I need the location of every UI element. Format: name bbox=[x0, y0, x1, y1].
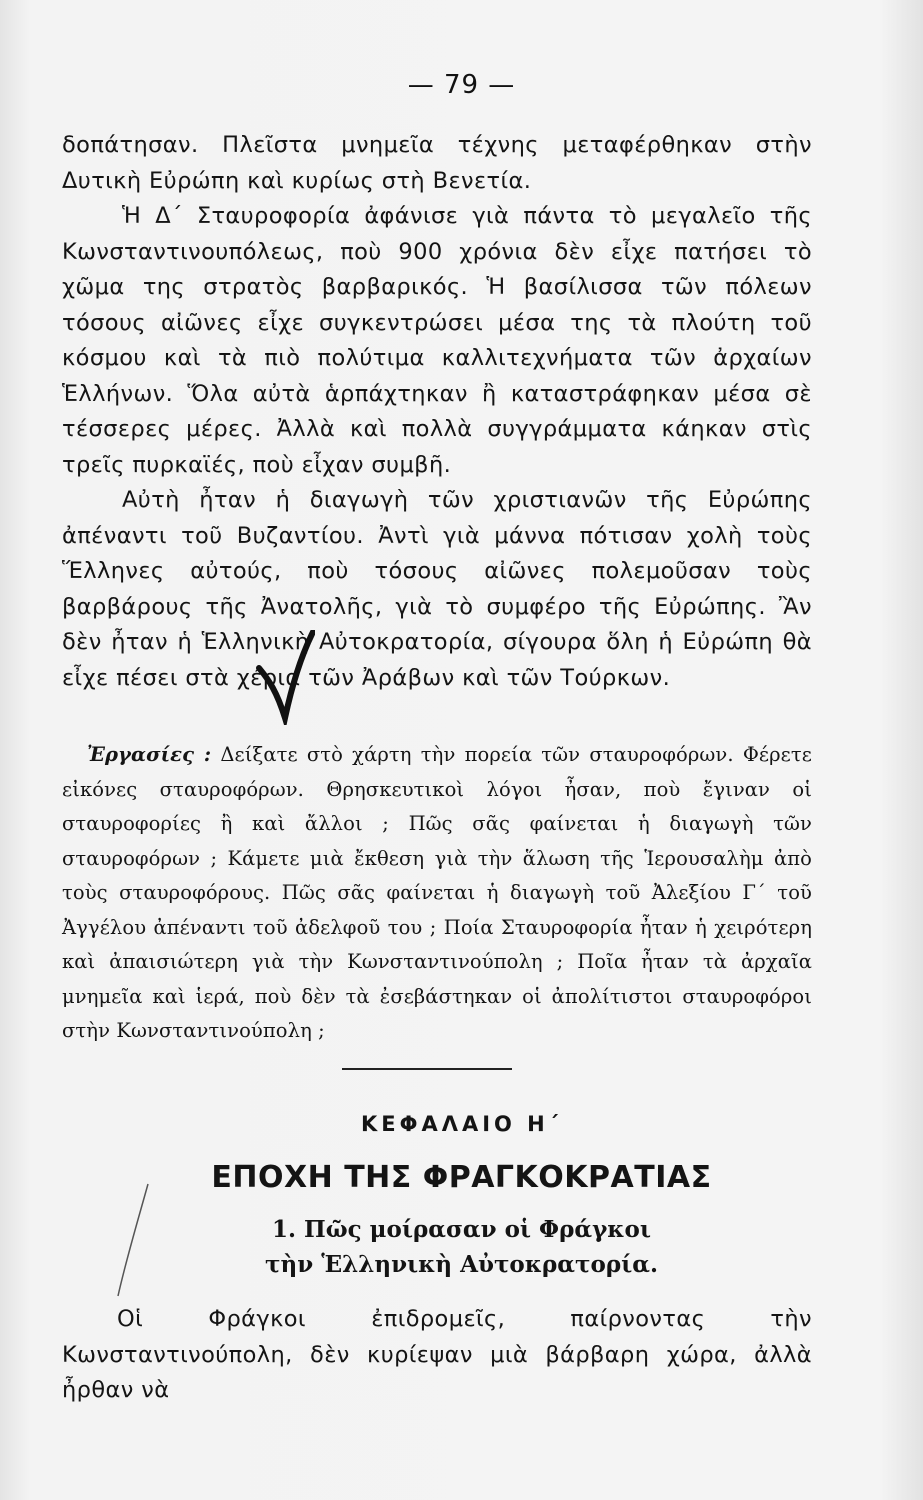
exercises-body: Δείξατε στὸ χάρτη τὴν πορεία τῶν σταυροφόρων. Φέρετε εἰκόνες σταυροφόρων. Θρησκευτικοὶ λόγοι ἦσαν, ποὺ ἔγιναν οἱ σταυροφορίες ἢ καὶ ἄλλοι ; Πῶς σᾶς φαίνεται ἡ διαγωγὴ τῶν σταυροφόρων ; Κάμετε μιὰ ἔκθεση γιὰ τὴν ἅλωση τῆς Ἱερουσαλὴμ ἀπὸ τοὺς σταυροφόρους. Πῶς σᾶς φαίνεται ἡ διαγωγὴ τοῦ Ἀλεξίου Γ΄ τοῦ Ἀγγέλου ἀπέναντι τοῦ ἀδελφοῦ του ; Ποία Σταυροφορία ἦταν ἡ χειρότερη καὶ ἀπαισιώτερη γιὰ τὴν Κωνσταντινούπολη ; Ποῖα ἦταν τὰ ἀρχαῖα μνημεῖα καὶ ἱερά, ποὺ δὲν τὰ ἐσεβάστηκαν οἱ ἀπολίτιστοι σταυροφόροι στὴν Κωνσταντινούπολη ; bbox=[62, 743, 812, 1042]
paragraph-2: Ἡ Δ΄ Σταυροφορία ἀφάνισε γιὰ πάντα τὸ μεγαλεῖο τῆς Κωνσταντινουπόλεως, ποὺ 900 χρόνια δὲν εἶχε πατήσει τὸ χῶμα της στρατὸς βαρβαρικός. Ἡ βασίλισσα τῶν πόλεων τόσους αἰῶνες εἶχε συγκεντρώσει μέσα της τὰ πλούτη τοῦ κόσμου καὶ τὰ πιὸ πολύτιμα καλλιτεχνήματα τῶν ἀρχαίων Ἑλλήνων. Ὅλα αὐτὰ ἁρπάχτηκαν ἢ καταστράφηκαν μέσα σὲ τέσσερες μέρες. Ἀλλὰ καὶ πολλὰ συγγράμματα κάηκαν στὶς τρεῖς πυρκαϊές, ποὺ εἶχαν συμβῆ. bbox=[62, 203, 812, 478]
section-paragraph: Οἱ Φράγκοι ἐπιδρομεῖς, παίρνοντας τὴν Κωνσταντινούπολη, δὲν κυρίεψαν μιὰ βάρβαρη χώρα, ἀλλὰ ἦρθαν νὰ bbox=[62, 1306, 812, 1403]
handwritten-check-mark bbox=[255, 630, 315, 725]
section-body bbox=[62, 1302, 812, 1409]
chapter-heading: ΚΕΦΑΛΑΙΟ Η΄ bbox=[360, 1112, 563, 1136]
page-number: — 79 — bbox=[407, 70, 516, 100]
section-divider bbox=[342, 1068, 512, 1070]
exercises-text bbox=[62, 738, 812, 1049]
exercises-label: Ἐργασίες : bbox=[87, 743, 212, 766]
paragraph-3: Αὐτὴ ἦταν ἡ διαγωγὴ τῶν χριστιανῶν τῆς Εὐρώπης ἀπέναντι τοῦ Βυζαντίου. Ἀντὶ γιὰ μάννα πότισαν χολὴ τοὺς Ἕλληνες αὐτούς, ποὺ τόσους αἰῶνες πολεμοῦσαν τοὺς βαρβάρους τῆς Ἀνατολῆς, γιὰ τὸ συμφέρο τῆς Εὐρώπης. Ἂν δὲν ἦταν ἡ Ἑλληνικὴ Αὐτοκρατορία, σίγουρα ὅλη ἡ Εὐρώπη θὰ εἶχε πέσει στὰ χέρια τῶν Ἀράβων καὶ τῶν Τούρκων. bbox=[62, 487, 812, 691]
paragraph-1: δοπάτησαν. Πλεῖστα μνημεῖα τέχνης μεταφέρθηκαν στὴν Δυτικὴ Εὐρώπη καὶ κυρίως στὴ Βενετία. bbox=[62, 132, 812, 194]
section-title-line-2: τὴν Ἑλληνικὴ Αὐτοκρατορία. bbox=[265, 1251, 658, 1278]
exercises bbox=[62, 738, 812, 1049]
pen-stroke-mark bbox=[100, 1180, 160, 1300]
era-title: ΕΠΟΧΗ ΤΗΣ ΦΡΑΓΚΟΚΡΑΤΙΑΣ bbox=[211, 1160, 712, 1195]
section-title-line-1: 1. Πῶς μοίρασαν οἱ Φράγκοι bbox=[272, 1216, 651, 1243]
main-text bbox=[62, 128, 812, 696]
